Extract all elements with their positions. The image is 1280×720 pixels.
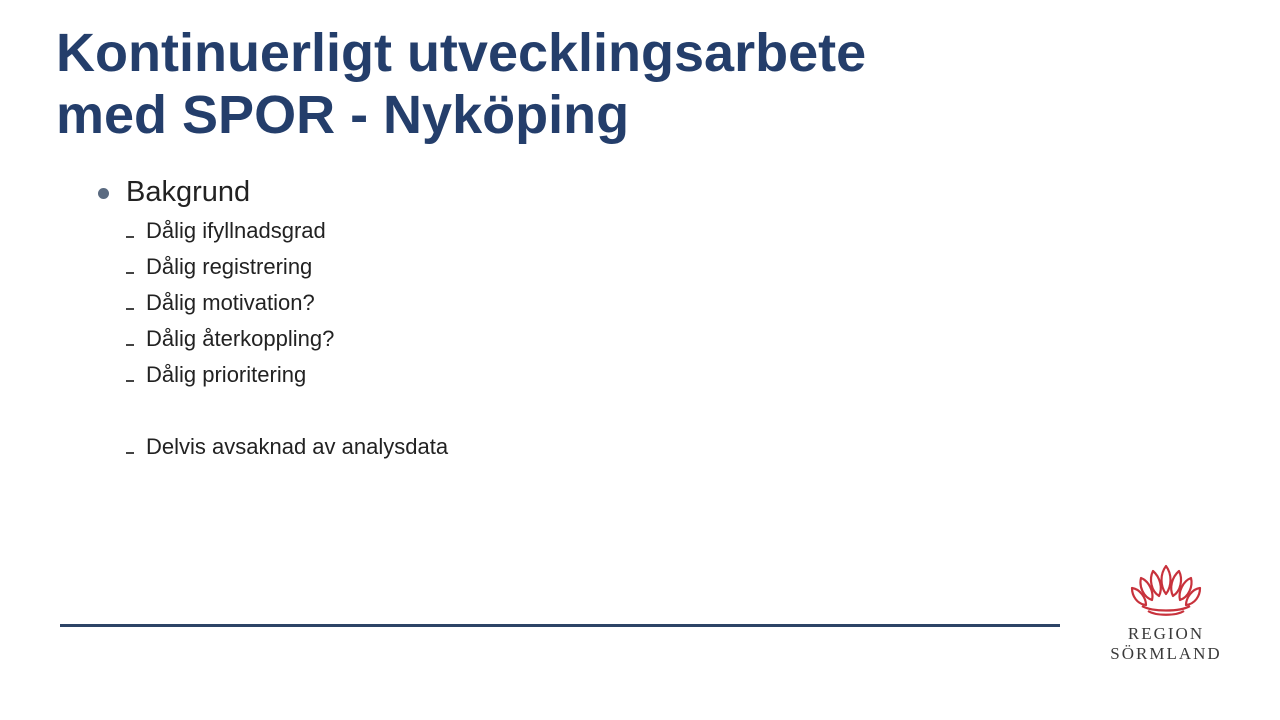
footer-divider	[60, 624, 1060, 627]
list-item: Delvis avsaknad av analysdata	[126, 429, 448, 465]
title-line-2: med SPOR - Nyköping	[56, 85, 630, 145]
rose-logo-icon	[1126, 562, 1206, 618]
list-item: Dålig prioritering	[126, 357, 448, 393]
list-item: Dålig återkoppling?	[126, 321, 448, 357]
sub-bullet-list	[126, 213, 448, 465]
region-sormland-logo	[1104, 562, 1228, 666]
logo-text-sormland: SÖRMLAND	[1110, 644, 1222, 663]
bullet-dot-icon	[98, 188, 109, 199]
logo-text-region: REGION	[1127, 624, 1205, 643]
list-item: Dålig registrering	[126, 249, 448, 285]
list-item: Dålig motivation?	[126, 285, 448, 321]
title-line-1: Kontinuerligt utvecklingsarbete	[56, 23, 867, 83]
bullet-bakgrund	[98, 172, 250, 212]
bullet-label: Bakgrund	[126, 176, 251, 208]
list-item: Dålig ifyllnadsgrad	[126, 213, 448, 249]
slide-title	[56, 22, 1156, 146]
